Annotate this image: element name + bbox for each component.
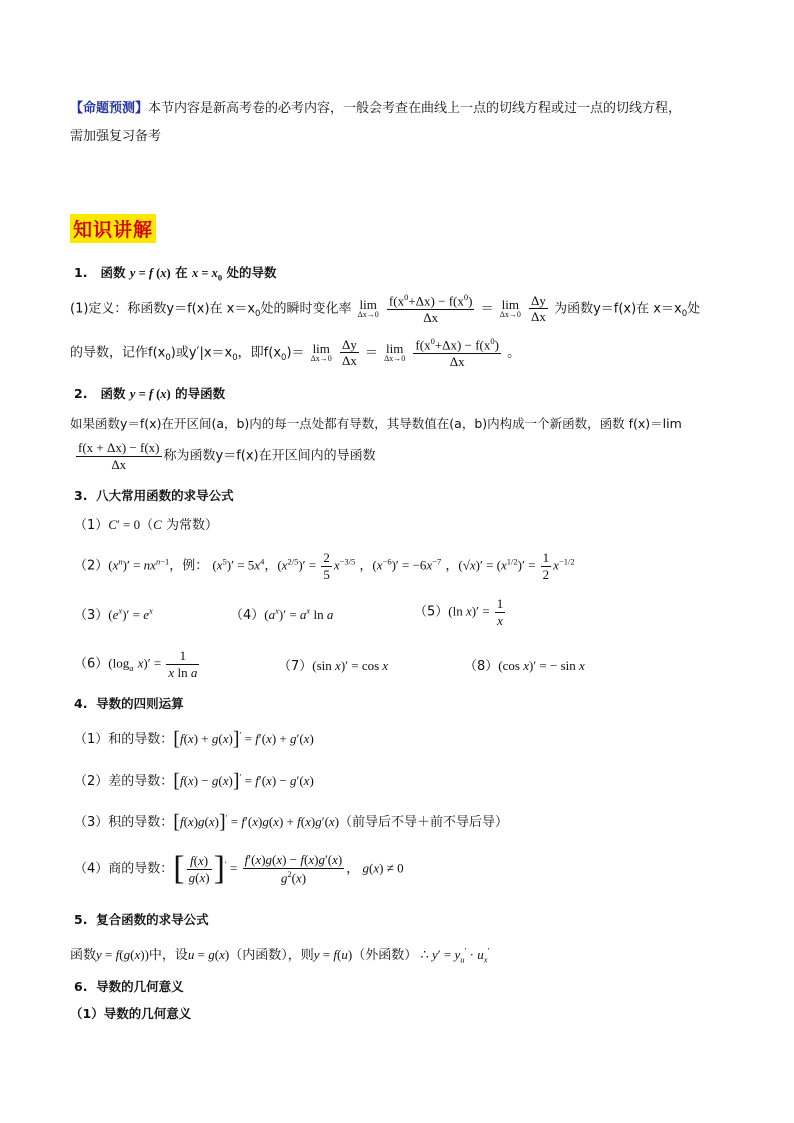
formula-6: $(6)(\log_a$ x)′ = $\frac{1}{\text{x ln a}}$ bbox=[74, 648, 198, 680]
s4-heading: 4. 导数的四则运算 bbox=[74, 696, 184, 711]
s2-body-2: $\frac{f(x + \Delta x) - f(x)}{\Delta x}$ 称为函数y＝f(x)在开区间内的导函数 bbox=[78, 440, 376, 472]
formula-2: $(2)(x^n)' = nx^{n-1}$，例： $(x^5)' = 5x^4$，$(x^{2/5})'$ = $\frac{2}{5}$ $x^{-3/5}$ ，$(x^{-6})' = -6x^{-7}$ ，$(√x)' = (x^{1/2})'$ = $\frac{1}{2}$ $x^{-1/2}$ bbox=[74, 550, 575, 582]
s1-definition-line: (1)定义：称函数y＝f(x)在 $x=x_0$处的瞬时变化率 lim Δx→0 $\frac{f(x^0+\Delta x) - f(x^0)}{\Delta x}$ ＝ lim Δx→0 $\frac{\Delta y}{\Delta x}$ 为函数y＝f(x)在 $x=x_0$处 bbox=[70, 292, 701, 325]
s6-heading: 6. 导数的几何意义 bbox=[74, 979, 184, 994]
formula-8: （8）(cos x)′ = − sin x bbox=[464, 658, 585, 674]
quotient-rule: （4）商的导数：[ $\frac{f(x)}{g(x)}$ ]′ = $\frac{f'(x)g(x) - f(x)g'(x)}{g^2(x)}$ ， g(x) ≠ 0 bbox=[74, 850, 404, 887]
difference-rule: （2）差的导数：[f(x) − g(x)]′ = f′(x) − g′(x) bbox=[74, 770, 314, 792]
formula-7: （7）(sin x)′ = cos x bbox=[278, 658, 389, 674]
intro-line-2: 需加强复习备考 bbox=[70, 129, 162, 144]
s2-body-1: 如果函数y＝f(x)在开区间(a，b)内的每一点处都有导数，其导数值在(a，b)内构成一个新函数，函数 f(x)＝lim bbox=[70, 416, 682, 431]
lim-symbol: lim Δx→0 bbox=[357, 297, 379, 320]
formula-3: $(3)(e^x)' = e^x$ bbox=[74, 605, 153, 623]
s2-heading: 2. 函数 y = f (x) 的导函数 bbox=[74, 386, 226, 401]
intro-line-1: 本节内容是新高考卷的必考内容，一般会考查在曲线上一点的切线方程或过一点的切线方程， bbox=[148, 101, 682, 116]
s3-heading: 3. 八大常用函数的求导公式 bbox=[74, 488, 234, 503]
intro-tag: 【命题预测】 bbox=[70, 101, 149, 116]
sum-rule: （1）和的导数：[f(x) + g(x)]′ = f′(x) + g′(x) bbox=[74, 728, 314, 750]
formula-5: （5）(ln x)′ = $\frac{1}{x}$ bbox=[414, 596, 504, 628]
section-title: 知识讲解 bbox=[70, 214, 156, 243]
formula-1: （1）C′ = 0（C 为常数） bbox=[74, 517, 218, 533]
s6-subheading: （1）导数的几何意义 bbox=[70, 1006, 192, 1021]
s5-body: 函数y = f(g(x))中，设u = g(x)（内函数），则y = f(u)（外函数） ∴ $y' = y_u' \cdot u_x'$ bbox=[70, 945, 490, 965]
intro-paragraph bbox=[70, 97, 681, 116]
difference-quotient: $\frac{f(x^0+\Delta x) - f(x^0)}{\Delta x}$ bbox=[388, 292, 473, 325]
s5-heading: 5. 复合函数的求导公式 bbox=[74, 912, 209, 927]
s1-notation-line: 的导数，记作$f(x_0)$或$y'|x=x_0$，即$f(x_0)= \lim$ Δx→0 $\frac{\Delta y}{\Delta x}$ ＝ lim Δx→0 $\frac{f(x^0+\Delta x) - f(x^0)}{\Delta x}$ 。 bbox=[70, 336, 521, 369]
product-rule: （3）积的导数：[f(x)g(x)]′ = f′(x)g(x) + f(x)g′(x)（前导后不导＋前不导后导） bbox=[74, 811, 509, 833]
s1-heading: 1. 函数 y = f (x) 在 $x = x_0$ 处的导数 bbox=[74, 265, 277, 283]
formula-4: $(4)(a^x)' = a^x$ ln a bbox=[230, 605, 334, 623]
